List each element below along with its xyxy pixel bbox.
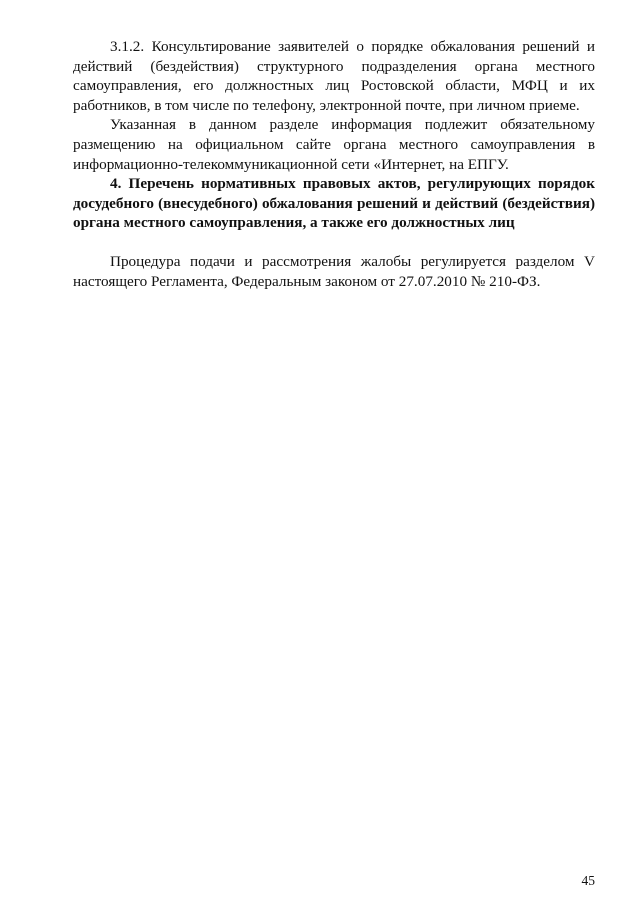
paragraph-info-placement: Указанная в данном разделе информация подлежит обязательному размещению на официальном сайте органа местного самоуправления в информационно-телекоммуникационной сети «Интернет, на ЕПГУ. xyxy=(73,116,595,173)
page-number: 45 xyxy=(581,873,595,888)
paragraph-3-1-2: 3.1.2. Консультирование заявителей о порядке обжалования решений и действий (бездействия) структурного подразделения органа местного самоуправления, его должностных лиц Ростовской области, МФЦ и их работников, в том числе по телефону, электронной почте, при личном приеме. xyxy=(73,38,595,114)
section-4-paragraph: Процедура подачи и рассмотрения жалобы регулируется разделом V настоящего Регламента, Федеральным законом от 27.07.2010 № 210-ФЗ. xyxy=(73,252,595,290)
section-4-heading: 4. Перечень нормативных правовых актов, регулирующих порядок досудебного (внесудебного) обжалования решений и действий (бездействия) органа местного самоуправления, а также его должностных лиц xyxy=(73,175,595,232)
page-content xyxy=(73,37,595,291)
